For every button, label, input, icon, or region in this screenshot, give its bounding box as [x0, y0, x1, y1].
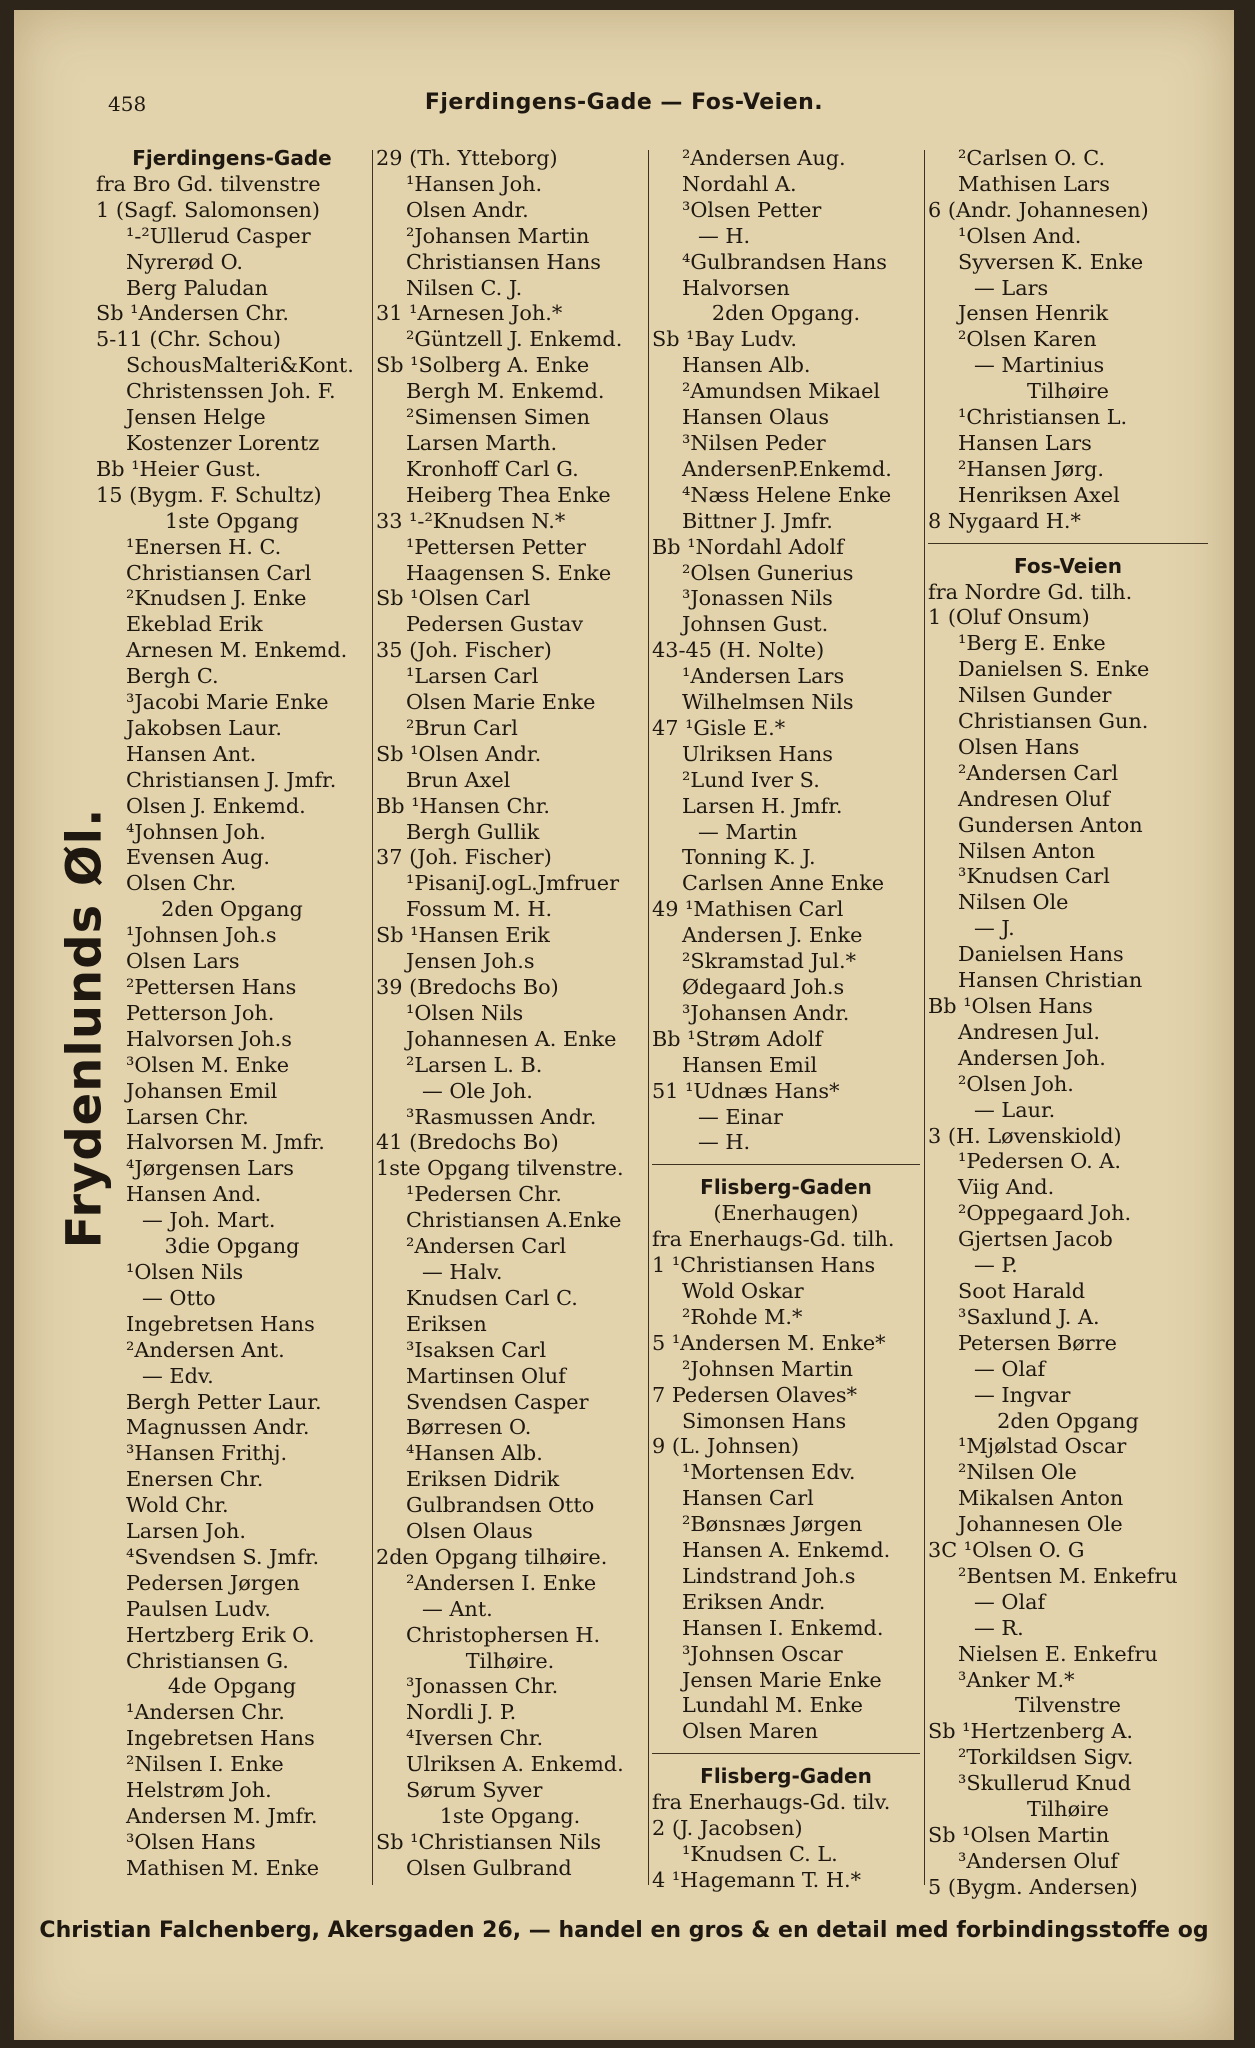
directory-entry: Olsen Marie Enke — [406, 690, 596, 715]
directory-entry: Soot Harald — [958, 1278, 1086, 1303]
directory-entry: Sb ¹Christiansen Nils — [376, 1829, 602, 1854]
directory-entry: Nielsen E. Enkefru — [958, 1641, 1158, 1666]
directory-entry: — H. — [698, 1130, 751, 1155]
directory-entry: Christophersen H. — [406, 1622, 601, 1647]
directory-entry: Halvorsen — [682, 275, 790, 300]
directory-entry: Christiansen G. — [126, 1648, 289, 1673]
directory-entry: Martinsen Oluf — [406, 1363, 566, 1388]
floor-label: Tilvenstre — [1015, 1693, 1121, 1718]
directory-entry: ⁴Næss Helene Enke — [682, 482, 892, 507]
directory-entry: ³Anker M.* — [958, 1667, 1075, 1692]
directory-entry: Christiansen Gun. — [958, 709, 1149, 734]
directory-entry: ²Johnsen Martin — [682, 1356, 854, 1381]
directory-entry: Gulbrandsen Otto — [406, 1493, 595, 1518]
directory-entry: ¹Christiansen L. — [958, 405, 1128, 430]
directory-entry: 5 ¹Andersen M. Enke* — [652, 1330, 886, 1355]
directory-entry: 31 ¹Arnesen Joh.* — [376, 301, 563, 326]
directory-entry: ¹Olsen Nils — [126, 1259, 244, 1284]
directory-entry: Wold Chr. — [126, 1493, 229, 1518]
directory-entry: Petersen Børre — [958, 1330, 1117, 1355]
directory-entry: — R. — [974, 1615, 1024, 1640]
directory-entry: ³Nilsen Peder — [682, 430, 826, 455]
directory-entry: ³Isaksen Carl — [406, 1337, 547, 1362]
directory-entry: ²Skramstad Jul.* — [682, 949, 856, 974]
directory-entry: Johansen Emil — [126, 1078, 278, 1103]
directory-entry: ¹Pedersen Chr. — [406, 1182, 562, 1207]
directory-entry: Larsen Joh. — [126, 1519, 246, 1544]
directory-entry: fra Enerhaugs-Gd. tilh. — [652, 1227, 895, 1252]
directory-entry: ⁴Iversen Chr. — [406, 1726, 544, 1751]
directory-entry: — Halv. — [422, 1259, 503, 1284]
section-divider — [652, 1753, 920, 1764]
street-heading: Fos-Veien — [1014, 553, 1122, 578]
directory-entry: ³Jacobi Marie Enke — [126, 690, 329, 715]
street-heading: Flisberg-Gaden — [700, 1764, 872, 1789]
directory-entry: Olsen Chr. — [126, 871, 237, 896]
floor-label: Tilhøire — [1027, 379, 1109, 404]
directory-entry: Børresen O. — [406, 1415, 532, 1440]
directory-entry: ²Nilsen I. Enke — [126, 1752, 284, 1777]
directory-entry: fra Bro Gd. tilvenstre — [96, 171, 321, 196]
directory-entry: Bb ¹Hansen Chr. — [376, 793, 551, 818]
directory-entry: 39 (Bredochs Bo) — [376, 975, 559, 999]
directory-entry: 1 ¹Christiansen Hans — [652, 1253, 876, 1278]
directory-entry: Evensen Aug. — [126, 845, 270, 870]
directory-entry: Hansen Christian — [958, 968, 1143, 993]
directory-entry: 2 (J. Jacobsen) — [652, 1816, 803, 1841]
column-rule — [372, 150, 373, 1885]
directory-entry: Sb ¹Andersen Chr. — [96, 301, 290, 326]
directory-entry: ²Hansen Jørg. — [958, 456, 1104, 481]
directory-entry: Henriksen Axel — [958, 482, 1120, 507]
directory-entry: ³Johansen Andr. — [682, 1000, 850, 1025]
directory-entry: ²Olsen Joh. — [958, 1071, 1074, 1096]
directory-entry: Enersen Chr. — [126, 1467, 264, 1492]
directory-entry: Mathisen M. Enke — [126, 1855, 320, 1880]
floor-label: (Enerhaugen) — [713, 1201, 859, 1226]
directory-entry: 7 Pedersen Olaves* — [652, 1382, 857, 1407]
floor-label: Tilhøire — [1027, 1797, 1109, 1822]
directory-entry: — Joh. Mart. — [142, 1208, 276, 1233]
directory-entry: Johannesen A. Enke — [406, 1026, 617, 1051]
directory-entry: Fossum M. H. — [406, 897, 553, 922]
directory-entry: Halvorsen Joh.s — [126, 1026, 292, 1051]
directory-entry: ²Larsen L. B. — [406, 1052, 543, 1077]
directory-entry: 29 (Th. Ytteborg) — [376, 146, 558, 170]
directory-entry: Hansen A. Enkemd. — [682, 1538, 891, 1563]
directory-entry: ³Olsen Hans — [126, 1829, 256, 1854]
directory-entry: Danielsen Hans — [958, 942, 1124, 967]
directory-entry: — Olaf — [974, 1356, 1046, 1381]
directory-entry: — Ant. — [422, 1596, 493, 1621]
directory-entry: — Einar — [698, 1104, 783, 1129]
directory-entry: Larsen Chr. — [126, 1104, 249, 1129]
directory-entry: Larsen Marth. — [406, 430, 558, 455]
directory-entry: Sørum Syver — [406, 1778, 543, 1803]
directory-entry: ²Lund Iver S. — [682, 767, 820, 792]
floor-label: 4de Opgang — [167, 1674, 297, 1699]
directory-entry: ²Andersen Carl — [958, 760, 1119, 785]
directory-entry: ¹Olsen And. — [958, 223, 1082, 248]
directory-entry: ³Rasmussen Andr. — [406, 1104, 597, 1129]
directory-entry: Ekeblad Erik — [126, 612, 263, 637]
directory-entry: ²Bønsnæs Jørgen — [682, 1512, 863, 1537]
directory-entry: 49 ¹Mathisen Carl — [652, 897, 844, 922]
directory-entry: ¹Hansen Joh. — [406, 171, 543, 196]
directory-entry: ⁴Hansen Alb. — [406, 1441, 543, 1466]
directory-entry: 47 ¹Gisle E.* — [652, 715, 786, 740]
directory-entry: ¹Andersen Lars — [682, 664, 845, 689]
floor-label: 3die Opgang — [164, 1234, 300, 1259]
directory-entry: Christiansen Hans — [406, 249, 601, 274]
directory-entry: 35 (Joh. Fischer) — [376, 638, 552, 663]
directory-entry: Simonsen Hans — [682, 1408, 847, 1433]
directory-entry: Knudsen Carl C. — [406, 1285, 578, 1310]
directory-entry: ¹Knudsen C. L. — [682, 1842, 838, 1866]
directory-entry: Hansen And. — [126, 1182, 262, 1207]
directory-entry: ²Rohde M.* — [682, 1304, 803, 1329]
directory-entry: Bb ¹Nordahl Adolf — [652, 534, 844, 559]
directory-entry: Bb ¹Olsen Hans — [928, 994, 1093, 1018]
directory-entry: Nordli J. P. — [406, 1700, 517, 1725]
directory-entry: Jakobsen Laur. — [126, 715, 283, 740]
directory-entry: ²Olsen Karen — [958, 327, 1097, 352]
directory-entry: ³Jonassen Chr. — [406, 1674, 559, 1699]
directory-entry: Olsen Olaus — [406, 1519, 533, 1544]
page-header: Fjerdingens-Gade — Fos-Veien. — [424, 90, 824, 115]
directory-entry: Paulsen Ludv. — [126, 1596, 271, 1621]
directory-entry: Arnesen M. Enkemd. — [126, 638, 348, 663]
directory-entry: ³Knudsen Carl — [958, 864, 1110, 889]
directory-entry: Bergh Petter Laur. — [126, 1389, 322, 1414]
directory-entry: Sb ¹Hertzenberg A. — [928, 1719, 1134, 1744]
directory-entry: ³Andersen Oluf — [958, 1848, 1119, 1873]
directory-entry: 3C ¹Olsen O. G — [928, 1538, 1085, 1563]
directory-entry: Gundersen Anton — [958, 812, 1143, 837]
directory-entry: Magnussen Andr. — [126, 1415, 310, 1440]
directory-entry: ²Andersen Aug. — [682, 146, 846, 170]
directory-entry: Ulriksen Hans — [682, 741, 833, 766]
directory-entry: Sb ¹Bay Ludv. — [652, 327, 797, 352]
directory-entry: fra Nordre Gd. tilh. — [928, 579, 1133, 604]
directory-page — [14, 10, 1234, 2040]
directory-entry: ²Andersen I. Enke — [406, 1570, 597, 1595]
directory-entry: — Edv. — [142, 1363, 214, 1388]
directory-entry: Sb ¹Olsen Carl — [376, 586, 531, 611]
floor-label: 2den Opgang. — [711, 301, 861, 326]
directory-entry: Jensen Helge — [126, 405, 266, 430]
page-number: 458 — [108, 92, 147, 116]
directory-entry: fra Enerhaugs-Gd. tilv. — [652, 1790, 891, 1815]
column-rule — [648, 150, 649, 1885]
directory-entry: 1ste Opgang tilvenstre. — [376, 1156, 624, 1181]
directory-entry: Larsen H. Jmfr. — [682, 793, 843, 818]
directory-entry: Olsen Andr. — [406, 197, 529, 222]
directory-entry: 8 Nygaard H.* — [928, 508, 1081, 533]
directory-entry: ¹Andersen Chr. — [126, 1700, 285, 1725]
directory-entry: Johnsen Gust. — [682, 612, 829, 637]
directory-entry: Nilsen Anton — [958, 838, 1096, 863]
directory-entry: Sb ¹Olsen Martin — [928, 1823, 1110, 1847]
directory-entry: Ulriksen A. Enkemd. — [406, 1752, 624, 1777]
directory-entry: Hansen Carl — [682, 1486, 814, 1511]
directory-entry: Olsen J. Enkemd. — [126, 793, 306, 818]
directory-entry: Hansen Emil — [682, 1052, 818, 1077]
directory-entry: ¹Mortensen Edv. — [682, 1460, 856, 1485]
directory-entry: Mikalsen Anton — [958, 1486, 1124, 1511]
directory-entry: Nordahl A. — [682, 171, 797, 196]
section-divider — [652, 1164, 920, 1175]
directory-entry: Mathisen Lars — [958, 171, 1110, 196]
directory-entry: ²Torkildsen Sigv. — [958, 1745, 1134, 1770]
directory-entry: Lundahl M. Enke — [682, 1693, 863, 1718]
floor-label: 1ste Opgang — [165, 508, 299, 533]
directory-entry: Jensen Henrik — [958, 301, 1109, 326]
directory-entry: — Martinius — [974, 353, 1105, 378]
directory-entry: 1 (Oluf Onsum) — [928, 605, 1090, 630]
directory-entry: 15 (Bygm. F. Schultz) — [96, 482, 322, 507]
directory-entry: Danielsen S. Enke — [958, 657, 1150, 682]
directory-entry: Kostenzer Lorentz — [126, 430, 320, 455]
directory-entry: Eriksen Didrik — [406, 1467, 560, 1492]
directory-entry: ⁴Gulbrandsen Hans — [682, 249, 887, 274]
floor-label: 2den Opgang — [161, 897, 303, 922]
directory-entry: Tonning K. J. — [682, 845, 816, 870]
directory-entry: ³Jonassen Nils — [682, 586, 833, 611]
column-1 — [96, 146, 368, 1886]
directory-entry: ³Johnsen Oscar — [682, 1641, 843, 1666]
column-rule — [924, 150, 925, 1885]
directory-entry: — P. — [974, 1253, 1018, 1278]
directory-entry: ²Olsen Gunerius — [682, 560, 854, 585]
directory-entry: Jensen Joh.s — [406, 949, 535, 974]
directory-entry: — Ingvar — [974, 1382, 1071, 1407]
directory-entry: Bergh Gullik — [406, 819, 540, 844]
directory-entry: Syversen K. Enke — [958, 249, 1144, 274]
directory-entry: ⁴Johnsen Joh. — [126, 819, 266, 844]
directory-entry: — Otto — [142, 1285, 216, 1310]
directory-entry: Andresen Jul. — [958, 1019, 1100, 1044]
directory-entry: SchousMalteri&Kont. — [126, 353, 354, 378]
directory-entry: Wilhelmsen Nils — [682, 690, 854, 715]
directory-entry: Christiansen A.Enke — [406, 1208, 622, 1233]
directory-entry: ²Güntzell J. Enkemd. — [406, 327, 623, 352]
directory-entry: 5-11 (Chr. Schou) — [96, 327, 281, 352]
directory-entry: Eriksen Andr. — [682, 1589, 826, 1614]
directory-entry: ⁴Jørgensen Lars — [126, 1156, 294, 1181]
directory-entry: Hansen Lars — [958, 430, 1092, 455]
directory-entry: Jensen Marie Enke — [682, 1667, 882, 1692]
directory-entry: ³Hansen Frithj. — [126, 1441, 288, 1466]
directory-entry: Andersen J. Enke — [682, 923, 863, 948]
floor-label: 2den Opgang — [997, 1408, 1139, 1433]
directory-entry: 1 (Sagf. Salomonsen) — [96, 197, 321, 222]
directory-entry: Haagensen S. Enke — [406, 560, 612, 585]
directory-entry: ²Amundsen Mikael — [682, 379, 881, 404]
directory-entry: — Martin — [698, 819, 798, 844]
directory-entry: — Ole Joh. — [422, 1078, 533, 1103]
directory-entry: — Olaf — [974, 1589, 1046, 1614]
floor-label: Tilhøire. — [465, 1648, 555, 1673]
directory-entry: ²Pettersen Hans — [126, 975, 297, 999]
directory-entry: 33 ¹-²Knudsen N.* — [376, 508, 566, 533]
directory-entry: Johannesen Ole — [958, 1512, 1123, 1537]
directory-entry: Lindstrand Joh.s — [682, 1563, 856, 1588]
directory-entry: Helstrøm Joh. — [126, 1778, 272, 1803]
directory-entry: Olsen Gulbrand — [406, 1855, 572, 1880]
directory-entry: Nilsen Ole — [958, 890, 1069, 915]
directory-entry: Olsen Hans — [958, 734, 1080, 759]
directory-entry: ³Saxlund J. A. — [958, 1304, 1100, 1329]
floor-label: 1ste Opgang. — [439, 1804, 581, 1828]
directory-entry: ²Simensen Simen — [406, 405, 590, 430]
directory-entry: Sb ¹Olsen Andr. — [376, 741, 542, 766]
directory-entry: Gjertsen Jacob — [958, 1227, 1113, 1252]
directory-entry: — Lars — [974, 275, 1049, 300]
directory-entry: Pedersen Gustav — [406, 612, 584, 637]
directory-entry: ²Brun Carl — [406, 715, 518, 740]
directory-entry: Hansen Ant. — [126, 741, 257, 766]
directory-entry: Olsen Lars — [126, 949, 240, 974]
directory-entry: 51 ¹Udnæs Hans* — [652, 1078, 840, 1103]
directory-entry: ²Oppegaard Joh. — [958, 1201, 1132, 1226]
directory-entry: Hansen Alb. — [682, 353, 811, 378]
directory-entry: ⁴Svendsen S. Jmfr. — [126, 1544, 320, 1569]
directory-entry: ¹Mjølstad Oscar — [958, 1434, 1127, 1459]
directory-entry: ¹Pedersen O. A. — [958, 1149, 1121, 1174]
directory-entry: — H. — [698, 223, 751, 248]
directory-entry: ¹Olsen Nils — [406, 1000, 524, 1025]
directory-entry: ¹Pettersen Petter — [406, 534, 586, 559]
directory-entry: ²Andersen Ant. — [126, 1337, 285, 1362]
directory-entry: 6 (Andr. Johannesen) — [928, 197, 1149, 222]
section-divider — [928, 543, 1208, 554]
street-heading: Fjerdingens-Gade — [132, 146, 332, 170]
directory-entry: Viig And. — [958, 1175, 1055, 1200]
column-4 — [928, 146, 1208, 1899]
directory-entry: ¹Berg E. Enke — [958, 631, 1106, 656]
directory-entry: Halvorsen M. Jmfr. — [126, 1130, 325, 1155]
directory-entry: Nilsen C. J. — [406, 275, 523, 300]
directory-entry: Andersen Joh. — [958, 1045, 1106, 1070]
directory-entry: Bergh M. Enkemd. — [406, 379, 605, 404]
directory-entry: 43-45 (H. Nolte) — [652, 638, 825, 663]
directory-entry: — J. — [974, 916, 1015, 941]
footer-advertisement: Christian Falchenberg, Akersgaden 26, — handel en gros & en detail med forbindingsstoffe og — [39, 1918, 1209, 1943]
directory-entry: Nilsen Gunder — [958, 683, 1112, 708]
directory-entry: Christenssen Joh. F. — [126, 379, 336, 404]
directory-entry: Hansen Olaus — [682, 405, 830, 430]
directory-entry: Olsen Maren — [682, 1719, 819, 1744]
directory-entry: ³Olsen M. Enke — [126, 1052, 290, 1077]
directory-entry: Bb ¹Strøm Adolf — [652, 1026, 823, 1051]
directory-entry: ¹-²Ullerud Casper — [126, 223, 311, 248]
directory-entry: Bb ¹Heier Gust. — [96, 456, 262, 481]
directory-entry: Svendsen Casper — [406, 1389, 589, 1414]
directory-entry: Ingebretsen Hans — [126, 1311, 315, 1336]
directory-entry: 4 ¹Hagemann T. H.* — [652, 1867, 862, 1892]
directory-entry: Heiberg Thea Enke — [406, 482, 611, 507]
directory-entry: Hertzberg Erik O. — [126, 1622, 315, 1647]
directory-entry: ¹PisaniJ.ogL.Jmfruer — [406, 871, 620, 896]
directory-entry: ¹Enersen H. C. — [126, 534, 282, 559]
directory-entry: Andersen M. Jmfr. — [126, 1804, 318, 1828]
directory-entry: Petterson Joh. — [126, 1000, 275, 1025]
directory-entry: Brun Axel — [406, 767, 511, 792]
directory-entry: 37 (Joh. Fischer) — [376, 845, 552, 870]
directory-entry: Hansen I. Enkemd. — [682, 1615, 884, 1640]
directory-entry: Sb ¹Hansen Erik — [376, 923, 550, 948]
directory-entry: Ingebretsen Hans — [126, 1726, 315, 1751]
directory-entry: 9 (L. Johnsen) — [652, 1434, 800, 1459]
directory-entry: Andresen Oluf — [958, 786, 1110, 811]
directory-entry: 5 (Bygm. Andersen) — [928, 1874, 1138, 1899]
directory-entry: ²Nilsen Ole — [958, 1460, 1077, 1485]
directory-entry: Christiansen Carl — [126, 560, 312, 585]
directory-entry: AndersenP.Enkemd. — [682, 456, 892, 481]
directory-entry: Wold Oskar — [682, 1278, 804, 1303]
directory-entry: Bergh C. — [126, 664, 219, 689]
directory-entry: Berg Paludan — [126, 275, 269, 300]
directory-entry: ²Johansen Martin — [406, 223, 590, 248]
directory-entry: ¹Larsen Carl — [406, 664, 539, 689]
column-2 — [376, 146, 644, 1886]
directory-entry: 2den Opgang tilhøire. — [376, 1544, 608, 1569]
directory-entry: Bittner J. Jmfr. — [682, 508, 833, 533]
directory-entry: Kronhoff Carl G. — [406, 456, 579, 481]
directory-entry: ²Bentsen M. Enkefru — [958, 1563, 1178, 1588]
directory-entry: Christiansen J. Jmfr. — [126, 767, 337, 792]
directory-entry: ³Skullerud Knud — [958, 1771, 1132, 1796]
directory-entry: Sb ¹Solberg A. Enke — [376, 353, 590, 378]
directory-entry: 41 (Bredochs Bo) — [376, 1130, 559, 1155]
directory-entry: ²Knudsen J. Enke — [126, 586, 307, 611]
directory-entry: Pedersen Jørgen — [126, 1570, 300, 1595]
column-3 — [652, 146, 920, 1892]
directory-entry: Eriksen — [406, 1311, 487, 1336]
directory-entry: ¹Johnsen Joh.s — [126, 923, 277, 948]
directory-entry: ²Andersen Carl — [406, 1234, 567, 1259]
directory-entry: Carlsen Anne Enke — [682, 871, 885, 896]
street-heading: Flisberg-Gaden — [700, 1175, 872, 1200]
directory-entry: ³Olsen Petter — [682, 197, 822, 222]
side-advertisement-text: Frydenlunds Øl. — [56, 807, 113, 1249]
directory-entry: Ødegaard Joh.s — [682, 975, 845, 999]
directory-entry: Nyrerød O. — [126, 249, 244, 274]
directory-entry: 3 (H. Løvenskiold) — [928, 1123, 1122, 1148]
directory-entry: — Laur. — [974, 1097, 1056, 1122]
directory-entry: ²Carlsen O. C. — [958, 146, 1106, 170]
